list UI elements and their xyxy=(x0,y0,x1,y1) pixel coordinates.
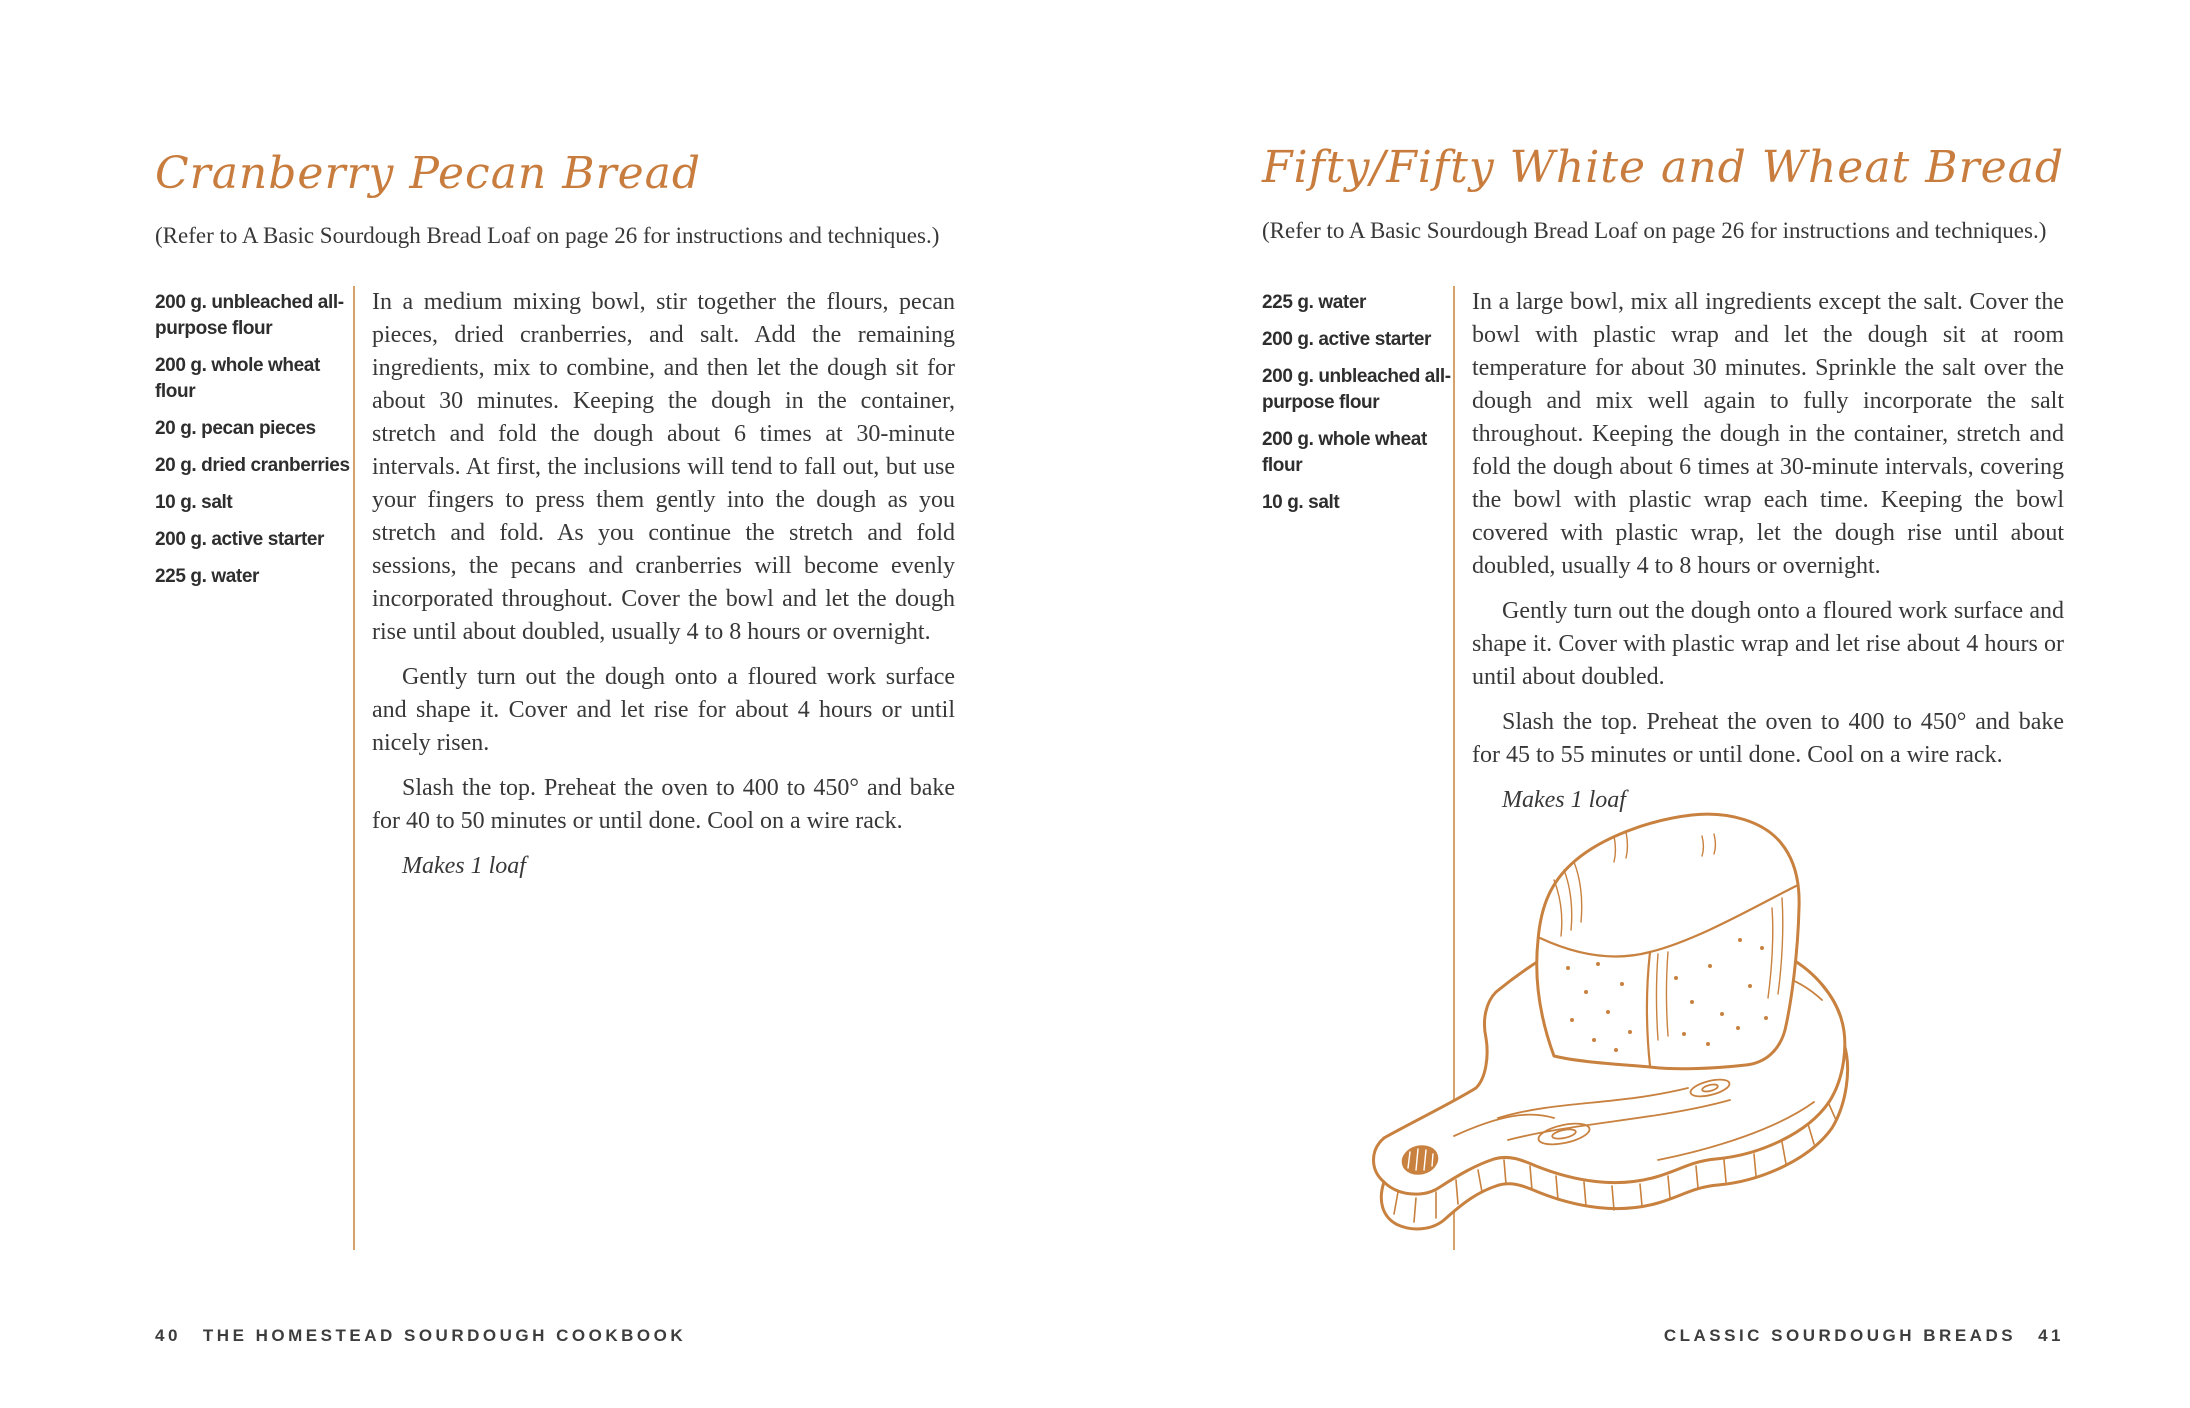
ingredient-item: 200 g. unbleached all-purpose flour xyxy=(1262,366,1451,413)
footer-page-number: 41 xyxy=(2038,1326,2064,1345)
ingredient-item: 20 g. pecan pieces xyxy=(155,418,316,439)
ingredient-item: 200 g. unbleached all-purpose flour xyxy=(155,292,344,339)
instruction-paragraph: Gently turn out the dough onto a floured work surface and shape it. Cover and let rise for about 4 hours or until nicely risen. xyxy=(372,664,955,756)
recipe-title-right: Fifty/Fifty White and Wheat Bread xyxy=(1262,142,2065,193)
instruction-paragraph: In a medium mixing bowl, stir together the flours, pecan pieces, dried cranberries, and salt. Add the remaining ingredients, mix to combine, and then let the dough sit for about 30 minutes. Keeping the dough in the container, stretch and fold the dough about 6 times at 30-minute intervals. At first, the inclusions will tend to fall out, but use your fingers to press them gently into the dough as you stretch and fold. As you continue the stretch and fold sessions, the pecans and cranberries will become evenly incorporated throughout. Cover the bowl and let the dough rise until about doubled, usually 4 to 8 hours or overnight. xyxy=(372,289,955,645)
recipe-instructions-left xyxy=(372,286,955,883)
ingredient-item: 10 g. salt xyxy=(1262,492,1340,513)
instruction-paragraph: In a large bowl, mix all ingredients except the salt. Cover the bowl with plastic wrap and let the dough sit at room temperature for about 30 minutes. Sprinkle the salt over the dough and mix well again to fully incorporate the salt throughout. Keeping the dough in the container, stretch and fold the dough about 6 times at 30-minute intervals, covering the bowl with plastic wrap each time. Keeping the bowl covered with plastic wrap, let the dough rise until about doubled, usually 4 to 8 hours or overnight. xyxy=(1472,289,2064,579)
recipe-yield: Makes 1 loaf xyxy=(1502,787,1626,813)
ingredient-item: 200 g. whole wheat flour xyxy=(1262,429,1427,476)
footer-page-number: 40 xyxy=(155,1326,181,1345)
bread-illustration xyxy=(1358,788,1878,1258)
page-footer-left xyxy=(155,1326,686,1346)
ingredients-list-left xyxy=(155,290,355,601)
ingredient-item: 200 g. active starter xyxy=(155,529,325,550)
ingredient-item: 200 g. active starter xyxy=(1262,329,1432,350)
ingredients-list-right xyxy=(1262,290,1462,527)
recipe-yield: Makes 1 loaf xyxy=(402,853,526,879)
recipe-title-left: Cranberry Pecan Bread xyxy=(155,148,702,199)
ingredient-item: 225 g. water xyxy=(1262,292,1366,313)
recipe-instructions-right xyxy=(1472,286,2064,817)
ingredient-item: 200 g. whole wheat flour xyxy=(155,355,320,402)
instruction-paragraph: Gently turn out the dough onto a floured work surface and shape it. Cover with plastic wrap and let rise about 4 hours or until about doubled. xyxy=(1472,598,2064,690)
ingredient-item: 20 g. dried cranberries xyxy=(155,455,350,476)
page-footer-right xyxy=(1664,1326,2064,1346)
recipe-subtitle-left: (Refer to A Basic Sourdough Bread Loaf on page 26 for instructions and techniques.) xyxy=(155,223,940,248)
footer-chapter-title: CLASSIC SOURDOUGH BREADS xyxy=(1663,1326,2017,1345)
ingredient-item: 10 g. salt xyxy=(155,492,233,513)
instruction-paragraph: Slash the top. Preheat the oven to 400 to 450° and bake for 40 to 50 minutes or until done. Cool on a wire rack. xyxy=(372,775,955,834)
instruction-paragraph: Slash the top. Preheat the oven to 400 to 450° and bake for 45 to 55 minutes or until done. Cool on a wire rack. xyxy=(1472,709,2064,768)
recipe-subtitle-right: (Refer to A Basic Sourdough Bread Loaf on page 26 for instructions and techniques.) xyxy=(1262,218,2047,243)
ingredient-item: 225 g. water xyxy=(155,566,259,587)
footer-book-title: THE HOMESTEAD SOURDOUGH COOKBOOK xyxy=(202,1326,687,1345)
column-divider xyxy=(353,286,355,1250)
